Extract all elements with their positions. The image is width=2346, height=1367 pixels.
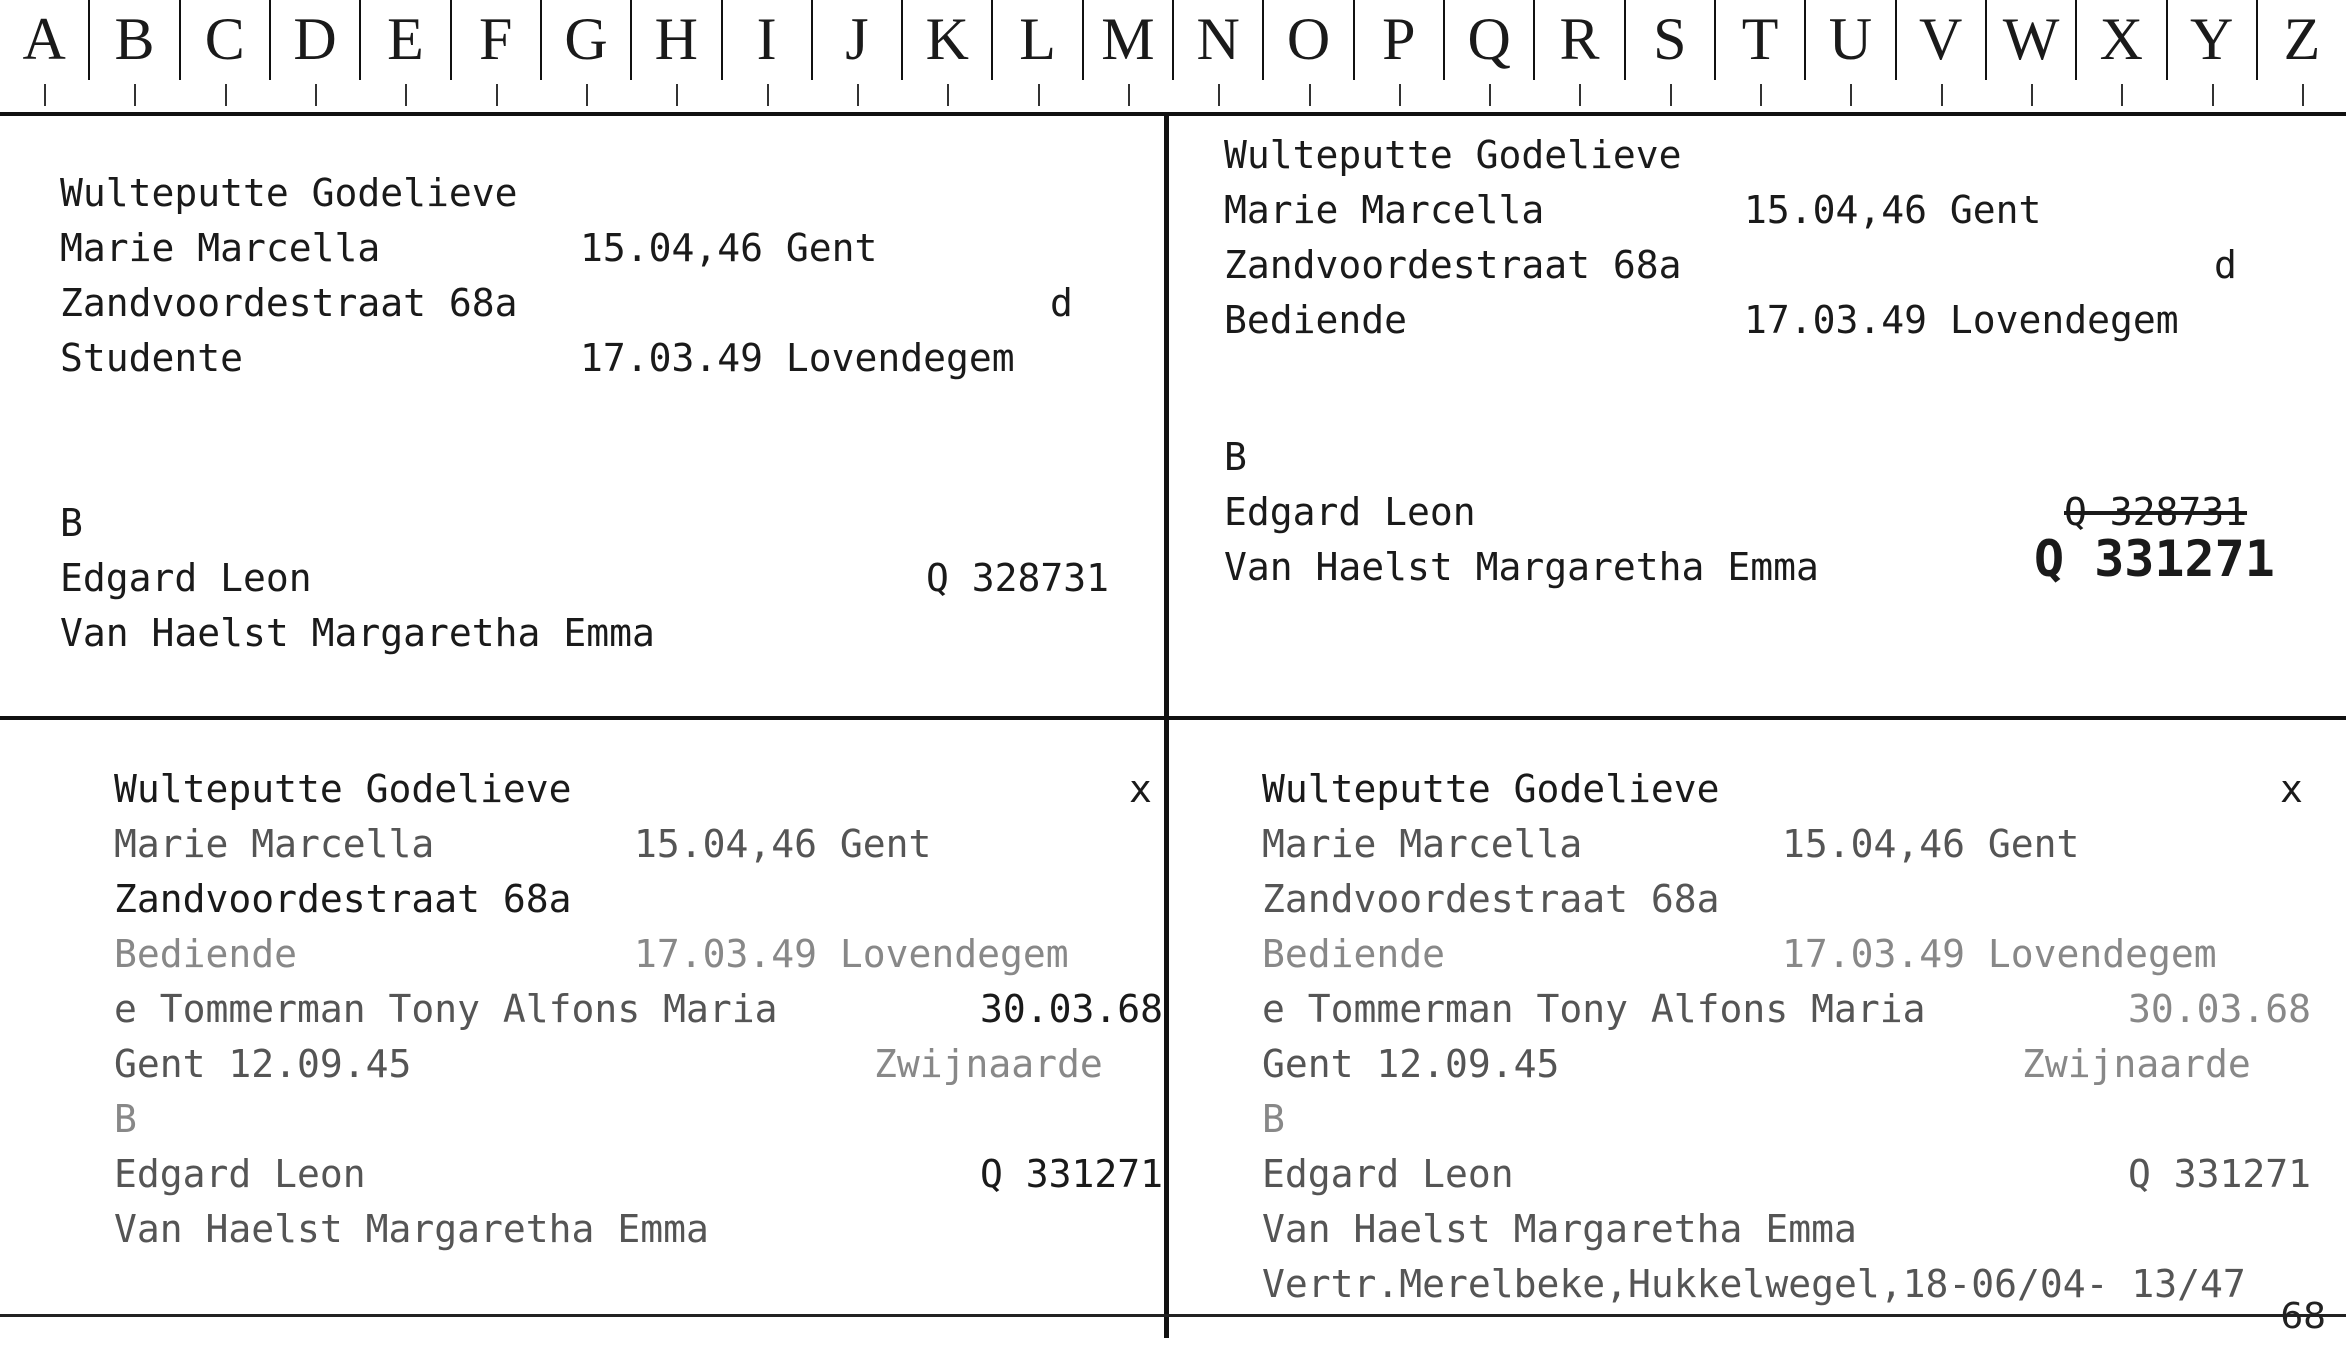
card-occupation: Bediende	[1262, 932, 1446, 976]
card-spouse-birth: Gent 12.09.45	[1262, 1042, 1560, 1086]
card-father: Edgard Leon	[1262, 1152, 1514, 1196]
index-letter-o: O	[1264, 0, 1354, 80]
card-address: Zandvoordestraat 68a	[114, 877, 572, 921]
index-letter-e: E	[361, 0, 451, 80]
horizontal-divider-left	[0, 716, 1164, 720]
card-name: Wulteputte Godelieve	[1224, 133, 1682, 177]
card-mother: Van Haelst Margaretha Emma	[60, 611, 655, 655]
card-name: Wulteputte Godelieve	[114, 767, 572, 811]
card-mother: Van Haelst Margaretha Emma	[1224, 545, 1819, 589]
page-number: 68	[2280, 1296, 2326, 1337]
index-letter-u: U	[1806, 0, 1896, 80]
index-letter-p: P	[1355, 0, 1445, 80]
index-letter-f: F	[452, 0, 542, 80]
bottom-divider	[0, 1314, 2346, 1317]
index-letter-h: H	[632, 0, 722, 80]
index-letter-a: A	[0, 0, 90, 80]
index-letter-m: M	[1084, 0, 1174, 80]
card-spouse: e Tommerman Tony Alfons Maria	[114, 987, 778, 1031]
card-address: Zandvoordestraat 68a	[60, 281, 518, 325]
card-mark: x	[1129, 767, 1152, 811]
card-birth: 15.04,46 Gent	[580, 226, 878, 270]
card-bottom-right	[1262, 762, 2326, 1312]
card-birth: 15.04,46 Gent	[1744, 188, 2042, 232]
card-address: Zandvoordestraat 68a	[1262, 877, 1720, 921]
index-letter-c: C	[181, 0, 271, 80]
card-section: B	[60, 501, 83, 545]
card-section: B	[1262, 1097, 1285, 1141]
index-letter-l: L	[993, 0, 1083, 80]
index-letter-r: R	[1535, 0, 1625, 80]
card-spouse: e Tommerman Tony Alfons Maria	[1262, 987, 1926, 1031]
card-top-left	[60, 166, 1140, 661]
card-number: Q 331271	[980, 1152, 1164, 1196]
card-departure-note: Vertr.Merelbeke,Hukkelwegel,18-06/04- 13/47	[1262, 1262, 2246, 1306]
card-father: Edgard Leon	[114, 1152, 366, 1196]
card-marriage-date: 30.03.68	[2128, 987, 2312, 1031]
card-spouse-birth: Gent 12.09.45	[114, 1042, 412, 1086]
card-occupation: Bediende	[1224, 298, 1408, 342]
index-letter-n: N	[1174, 0, 1264, 80]
card-number: Q 328731	[926, 556, 1110, 600]
index-letter-g: G	[542, 0, 632, 80]
card-registration: 17.03.49 Lovendegem	[1744, 298, 2179, 342]
card-top-right	[1224, 128, 2324, 595]
card-occupation: Bediende	[114, 932, 298, 976]
vertical-divider	[1164, 116, 1169, 1338]
card-father: Edgard Leon	[1224, 490, 1476, 534]
card-registration: 17.03.49 Lovendegem	[1782, 932, 2217, 976]
card-mother: Van Haelst Margaretha Emma	[1262, 1207, 1857, 1251]
card-registration: 17.03.49 Lovendegem	[634, 932, 1069, 976]
card-name: Wulteputte Godelieve	[60, 171, 518, 215]
card-occupation: Studente	[60, 336, 244, 380]
card-marriage-place: Zwijnaarde	[874, 1042, 1103, 1086]
alphabet-index-strip	[0, 0, 2346, 116]
card-birth: 15.04,46 Gent	[634, 822, 932, 866]
card-mark: d	[2214, 243, 2237, 287]
card-registration: 17.03.49 Lovendegem	[580, 336, 1015, 380]
card-mark: x	[2280, 767, 2303, 811]
card-marriage-date: 30.03.68	[980, 987, 1164, 1031]
card-mark: d	[1050, 281, 1073, 325]
card-father: Edgard Leon	[60, 556, 312, 600]
horizontal-divider-right	[1169, 716, 2346, 720]
index-letter-z: Z	[2258, 0, 2346, 80]
index-letter-w: W	[1987, 0, 2077, 80]
card-section: B	[1224, 435, 1247, 479]
card-number: Q 331271	[2128, 1152, 2312, 1196]
index-letter-k: K	[903, 0, 993, 80]
index-letter-j: J	[813, 0, 903, 80]
index-letter-s: S	[1626, 0, 1716, 80]
card-given-names: Marie Marcella	[1224, 188, 1545, 232]
card-given-names: Marie Marcella	[114, 822, 435, 866]
index-letter-v: V	[1897, 0, 1987, 80]
card-bottom-left	[114, 762, 1164, 1257]
card-new-number: Q 331271	[2034, 530, 2275, 588]
card-marriage-place: Zwijnaarde	[2022, 1042, 2251, 1086]
card-given-names: Marie Marcella	[1262, 822, 1583, 866]
card-old-number: Q 328731	[2064, 490, 2248, 534]
index-letter-d: D	[271, 0, 361, 80]
card-address: Zandvoordestraat 68a	[1224, 243, 1682, 287]
index-letter-t: T	[1716, 0, 1806, 80]
index-letter-y: Y	[2168, 0, 2258, 80]
card-mother: Van Haelst Margaretha Emma	[114, 1207, 709, 1251]
card-name: Wulteputte Godelieve	[1262, 767, 1720, 811]
card-section: B	[114, 1097, 137, 1141]
index-letter-i: I	[723, 0, 813, 80]
card-birth: 15.04,46 Gent	[1782, 822, 2080, 866]
index-letter-b: B	[90, 0, 180, 80]
index-letter-x: X	[2077, 0, 2167, 80]
index-letter-q: Q	[1445, 0, 1535, 80]
card-given-names: Marie Marcella	[60, 226, 381, 270]
